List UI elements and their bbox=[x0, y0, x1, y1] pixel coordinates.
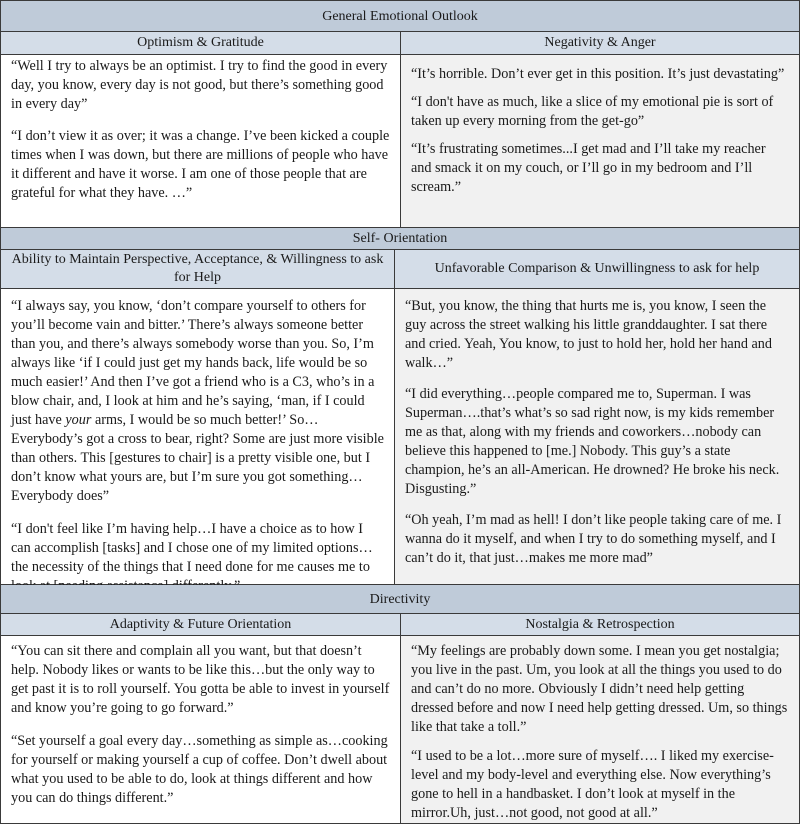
quote: “It’s horrible. Don’t ever get in this position. It’s just devastating” bbox=[411, 66, 785, 82]
quotes-cell-right bbox=[401, 55, 799, 227]
column-header-text: Unfavorable Comparison & Unwillingness to ask for help bbox=[434, 261, 760, 276]
quote: “I don’t view it as over; it was a change. I’ve been kicked a couple times when I was down, but there are millions of people who have it different and have it worse. I am one of those people that are grateful for what they have. …” bbox=[11, 128, 390, 201]
section-title-directivity bbox=[1, 585, 799, 614]
quotes-cell-right bbox=[395, 289, 799, 584]
section-title-text: Self- Orientation bbox=[352, 231, 448, 246]
quote: “You can sit there and complain all you want, but that doesn’t help. Nobody likes or wants to be like this…but the only way to get past it is to roll yourself. You gotta be able to invest in yourself and know you’re going to go forward.” bbox=[11, 643, 390, 716]
quote: “It’s frustrating sometimes...I get mad and I’ll take my reacher and smack it on my couch, or I’ll go in my bedroom and I’ll scream.” bbox=[411, 141, 766, 195]
column-header-text: Adaptivity & Future Orientation bbox=[109, 616, 292, 632]
quote: “Well I try to always be an optimist. I try to find the good in every day, you know, every day is not good, but there’s something good in every day” bbox=[11, 58, 388, 112]
section-title-text: General Emotional Outlook bbox=[322, 8, 478, 24]
column-header-optimism bbox=[1, 32, 401, 54]
subheader-row bbox=[1, 614, 799, 636]
quote: “My feelings are probably down some. I mean you get nostalgia; you live in the past. Um, you look at all the things you used to do and can’t do no more. Obviously I didn’t need help getting dressed before and now I need help getting dressed. Um, so things like that take a toll.” bbox=[411, 643, 788, 735]
quote: “I don't feel like I’m having help…I have a choice as to how I can accomplish [tasks] and I chose one of my limited options…the necessity of the things that I need done for me causes me to bbox=[11, 521, 373, 575]
column-header-text: Nostalgia & Retrospection bbox=[525, 616, 675, 632]
quote: “But, you know, the thing that hurts me is, you know, I seen the guy across the street walking his little granddaughter. I sat there and cried. Yeah, You know, to just to hold her, hold her hand and walk…” bbox=[405, 298, 772, 371]
quote-emphasis: your bbox=[65, 412, 92, 428]
quote-text: arms, I would be so much better!’ So… Everybody’s got a cross to bear, right? Some are just more visible than others. This [gestures to chair] is a pretty visible one, but I don’t know what yours are, but I’m sure you got something…Everybody does” bbox=[11, 412, 384, 504]
column-header-text: Ability to Maintain Perspective, Acceptance, & Willingness to ask for Help bbox=[11, 252, 384, 285]
column-header-text: Optimism & Gratitude bbox=[137, 35, 264, 50]
quotes-cell-left bbox=[1, 636, 401, 823]
quotes-row bbox=[1, 289, 799, 585]
quote-text: “I always say, you know, ‘don’t compare yourself to others for you’ll become vain and bitter.’ There’s always someone better than you, and there’s always somebody worse than you. So, I’m always like ‘if I could just get my hands back, life would be so much easier!’ And then I’ve got a friend who is a C3, who’s in a blow chair, and, I look at him and he’s saying, ‘man, if I could just have bbox=[11, 298, 375, 428]
column-header-perspective bbox=[1, 250, 395, 288]
column-header-nostalgia bbox=[401, 614, 799, 635]
quote bbox=[11, 297, 384, 506]
column-header-negativity bbox=[401, 32, 799, 54]
column-header-adaptivity bbox=[1, 614, 401, 635]
quotes-row bbox=[1, 55, 799, 228]
quote: “I did everything…people compared me to, Superman. I was Superman….that’s what’s so sad right now, is my kids remember me as that, along with my friends and coworkers…nobody can believe this happened to [me.] Nobody. This guy’s a state champion, he’s an all-American. He drowned? He broke his neck. Disgusting.” bbox=[405, 386, 780, 497]
subheader-row bbox=[1, 250, 799, 289]
quote: “I don't have as much, like a slice of my emotional pie is sort of taken up every morning from the get-go” bbox=[411, 94, 774, 129]
column-header-text: Negativity & Anger bbox=[544, 35, 656, 50]
column-header-unfavorable-comparison bbox=[395, 250, 799, 288]
section-title-self-orientation bbox=[1, 228, 799, 250]
quote: “Oh yeah, I’m mad as hell! I don’t like people taking care of me. I wanna do it myself, and when I try to do something myself, and I can’t do it, that just…makes me more mad” bbox=[405, 512, 782, 566]
quotes-cell-left bbox=[1, 55, 401, 227]
quotes-cell-left bbox=[1, 289, 395, 584]
section-title-text: Directivity bbox=[369, 591, 431, 607]
quote: “I used to be a lot…more sure of myself…. I liked my exercise-level and my body-level and everything else. Now everything’s gone to hell in a handbasket. I don’t look at myself in the mirror.Uh, just…not good, not good at all.” bbox=[411, 748, 774, 821]
quotes-cell-right bbox=[401, 636, 799, 823]
quotes-row bbox=[1, 636, 799, 823]
quote: “Set yourself a goal every day…something as simple as…cooking for yourself or making yourself a cup of coffee. Don’t dwell about what you used to be able to do, look at things different and how you can do things different.” bbox=[11, 733, 388, 806]
section-title-general-emotional-outlook bbox=[1, 1, 799, 32]
subheader-row bbox=[1, 32, 799, 55]
